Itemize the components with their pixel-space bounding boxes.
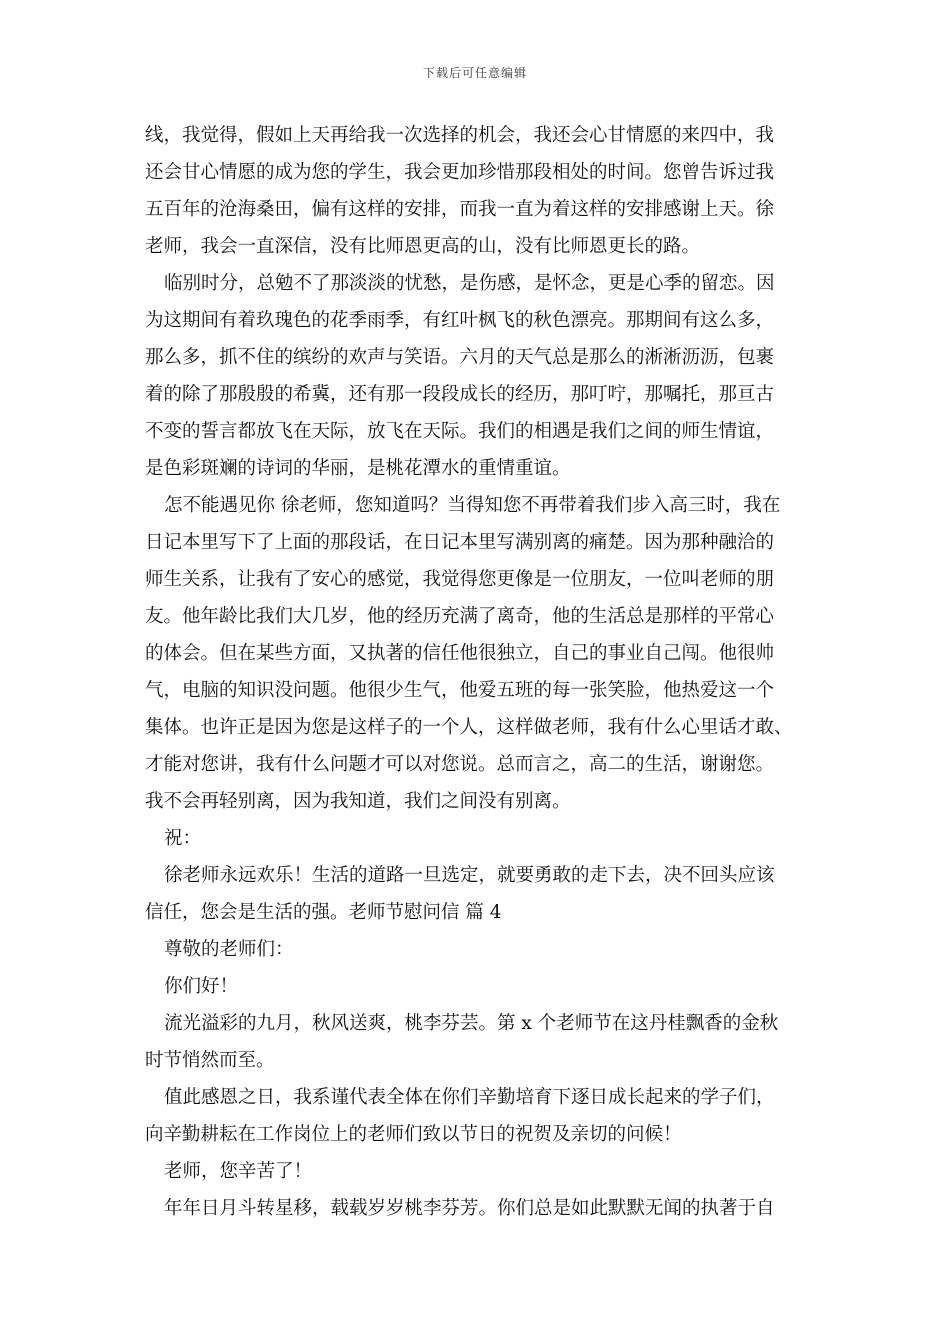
paragraph <box>145 931 825 968</box>
text-line: 五百年的沧海桑田，偏有这样的安排，而我一直为着这样的安排感谢上天。徐 <box>145 199 775 220</box>
text-line: 我不会再轻别离，因为我知道，我们之间没有别离。 <box>145 791 571 812</box>
text-line: 信任，您会是生活的强。老师节慰问信 篇 4 <box>145 902 502 923</box>
paragraph <box>145 117 825 265</box>
document-body <box>145 117 825 1227</box>
text-line: 临别时分，总勉不了那淡淡的忧愁，是伤感，是怀念，更是心季的留恋。因 <box>164 273 775 294</box>
text-line: 还会甘心情愿的成为您的学生，我会更加珍惜那段相处的时间。您曾告诉过我 <box>145 162 775 183</box>
text-line: 老师，您辛苦了！ <box>164 1161 313 1182</box>
paragraph <box>145 968 825 1005</box>
paragraph <box>145 1153 825 1190</box>
text-line: 那么多，抓不住的缤纷的欢声与笑语。六月的天气总是那么的淅淅沥沥，包裹 <box>145 347 775 368</box>
paragraph <box>145 820 825 857</box>
text-line: 气，电脑的知识没问题。他很少生气，他爱五班的每一张笑脸，他热爱这一个 <box>145 680 775 701</box>
text-line: 的体会。但在某些方面，又执著的信任他很独立，自己的事业自己闯。他很帅 <box>145 643 775 664</box>
text-line: 线，我觉得，假如上天再给我一次选择的机会，我还会心甘情愿的来四中，我 <box>145 125 775 146</box>
paragraph <box>145 1079 825 1153</box>
page-header: 下载后可任意编辑 <box>422 66 527 80</box>
text-line: 师生关系，让我有了安心的感觉，我觉得您更像是一位朋友，一位叫老师的朋 <box>145 569 775 590</box>
text-line: 值此感恩之日，我系谨代表全体在你们辛勤培育下逐日成长起来的学子们， <box>164 1087 775 1108</box>
text-line: 是色彩斑斓的诗词的华丽，是桃花潭水的重情重谊。 <box>145 458 571 479</box>
text-line: 为这期间有着玖瑰色的花季雨季，有红叶枫飞的秋色漂亮。那期间有这么多， <box>145 310 775 331</box>
text-line: 集体。也许正是因为您是这样子的一个人，这样做老师，我有什么心里话才敢、 <box>145 717 793 738</box>
text-line: 不变的誓言都放飞在天际，放飞在天际。我们的相遇是我们之间的师生情谊， <box>145 421 775 442</box>
text-line: 流光溢彩的九月，秋风送爽，桃李芬芸。第 x 个老师节在这丹桂飘香的金秋 <box>164 1013 779 1034</box>
paragraph <box>145 857 825 931</box>
text-line: 老师，我会一直深信，没有比师恩更高的山，没有比师恩更长的路。 <box>145 236 701 257</box>
text-line: 年年日月斗转星移，载载岁岁桃李芬芳。你们总是如此默默无闻的执著于自 <box>164 1198 775 1219</box>
text-line: 日记本里写下了上面的那段话，在日记本里写满别离的痛楚。因为那种融洽的 <box>145 532 775 553</box>
text-line: 友。他年龄比我们大几岁，他的经历充满了离奇，他的生活总是那样的平常心 <box>145 606 775 627</box>
paragraph <box>145 1005 825 1079</box>
text-line: 你们好！ <box>164 976 239 997</box>
text-line: 向辛勤耕耘在工作岗位上的老师们致以节日的祝贺及亲切的问候！ <box>145 1124 682 1145</box>
text-line: 才能对您讲，我有什么问题才可以对您说。总而言之，高二的生活，谢谢您。 <box>145 754 775 775</box>
paragraph <box>145 265 825 487</box>
text-line: 着的除了那殷殷的希冀，还有那一段段成长的经历，那叮咛，那嘱托，那亘古 <box>145 384 775 405</box>
paragraph <box>145 487 825 820</box>
text-line: 徐老师永远欢乐！生活的道路一旦选定，就要勇敢的走下去，决不回头应该 <box>164 865 775 886</box>
text-line: 尊敬的老师们： <box>164 939 294 960</box>
text-line: 怎不能遇见你 徐老师，您知道吗？当得知您不再带着我们步入高三时，我在 <box>164 495 781 516</box>
paragraph <box>145 1190 825 1227</box>
text-line: 祝： <box>164 828 202 849</box>
text-line: 时节悄然而至。 <box>145 1050 275 1071</box>
